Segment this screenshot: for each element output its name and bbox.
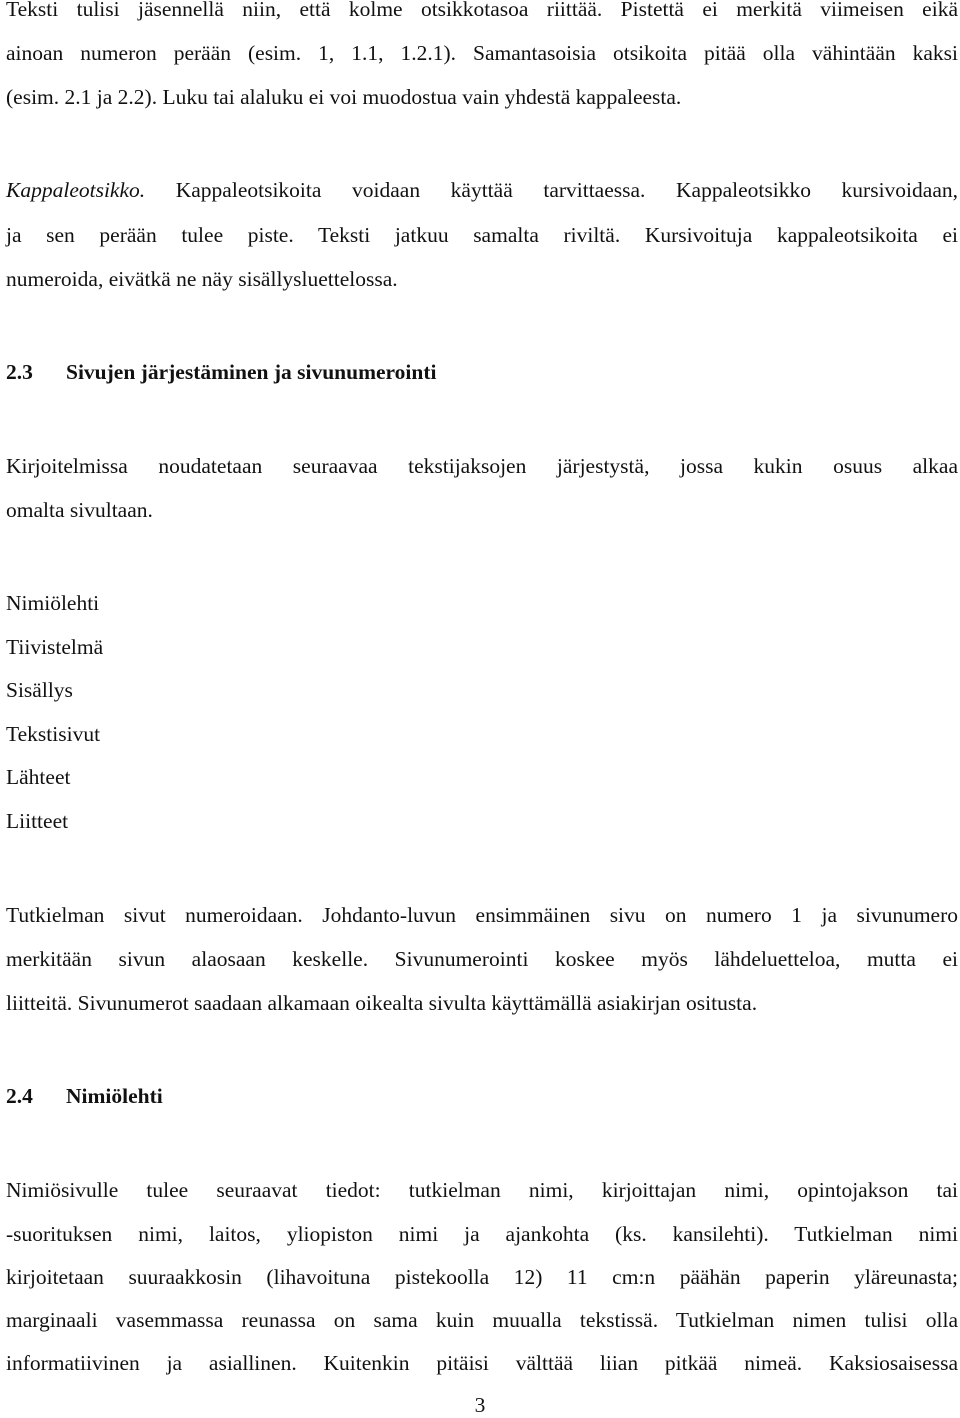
paragraph-heading-line-1 — [6, 177, 958, 203]
section-number: 2.3 — [6, 360, 33, 384]
numbering-line-1: Tutkielman sivut numeroidaan. Johdanto-luvun ensimmäinen sivu on numero 1 ja sivunumero — [6, 903, 958, 927]
numbering-line-2: merkitään sivun alaosaan keskelle. Sivunumerointi koskee myös lähdeluetteloa, mutta ei — [6, 947, 958, 971]
section-2-4-para-line-3: kirjoitetaan suuraakkosin (lihavoituna pistekoolla 12) 11 cm:n päähän paperin yläreunasta; — [6, 1265, 958, 1289]
paragraph-heading-lead: Kappaleotsikko. — [6, 178, 146, 202]
section-heading-2-4 — [6, 1083, 163, 1109]
paragraph-heading-line-1-rest: Kappaleotsikoita voidaan käyttää tarvittaessa. Kappaleotsikko kursivoidaan, — [145, 178, 958, 202]
page-number: 3 — [474, 1393, 486, 1417]
order-list-item: Tiivistelmä — [6, 635, 104, 659]
intro-line-3: (esim. 2.1 ja 2.2). Luku tai alaluku ei voi muodostua vain yhdestä kappaleesta. — [6, 85, 682, 109]
order-list-item: Liitteet — [6, 809, 69, 833]
order-list-item: Tekstisivut — [6, 722, 101, 746]
numbering-line-3: liitteitä. Sivunumerot saadaan alkamaan oikealta sivulta käyttämällä asiakirjan ositusta. — [6, 991, 758, 1015]
order-list-item: Lähteet — [6, 765, 71, 789]
intro-line-1: Teksti tulisi jäsennellä niin, että kolme otsikkotasoa riittää. Pistettä ei merkitä viimeisen eikä — [6, 0, 958, 21]
order-list-item: Sisällys — [6, 678, 73, 702]
section-2-4-para-line-4: marginaali vasemmassa reunassa on sama kuin muualla tekstissä. Tutkielman nimen tulisi olla — [6, 1308, 958, 1332]
section-2-3-para-line-2: omalta sivultaan. — [6, 498, 153, 522]
section-2-4-para-line-2: -suorituksen nimi, laitos, yliopiston nimi ja ajankohta (ks. kansilehti). Tutkielman nimi — [6, 1222, 958, 1246]
section-heading-2-3 — [6, 359, 437, 385]
intro-line-2: ainoan numeron perään (esim. 1, 1.1, 1.2.1). Samantasoisia otsikoita pitää olla vähintään kaksi — [6, 41, 958, 65]
section-title: Nimiölehti — [66, 1084, 163, 1108]
paragraph-heading-line-3: numeroida, eivätkä ne näy sisällysluettelossa. — [6, 267, 398, 291]
section-2-4-para-line-1: Nimiösivulle tulee seuraavat tiedot: tutkielman nimi, kirjoittajan nimi, opintojakson tai — [6, 1178, 958, 1202]
paragraph-heading-line-2: ja sen perään tulee piste. Teksti jatkuu samalta riviltä. Kursivoituja kappaleotsikoita ei — [6, 223, 958, 247]
section-title: Sivujen järjestäminen ja sivunumerointi — [66, 360, 437, 384]
section-2-3-para-line-1: Kirjoitelmissa noudatetaan seuraavaa tekstijaksojen järjestystä, jossa kukin osuus alkaa — [6, 454, 958, 478]
section-number: 2.4 — [6, 1084, 33, 1108]
order-list-item: Nimiölehti — [6, 591, 100, 615]
section-2-4-para-line-5: informatiivinen ja asiallinen. Kuitenkin pitäisi välttää liian pitkää nimeä. Kaksiosaisessa — [6, 1351, 958, 1375]
